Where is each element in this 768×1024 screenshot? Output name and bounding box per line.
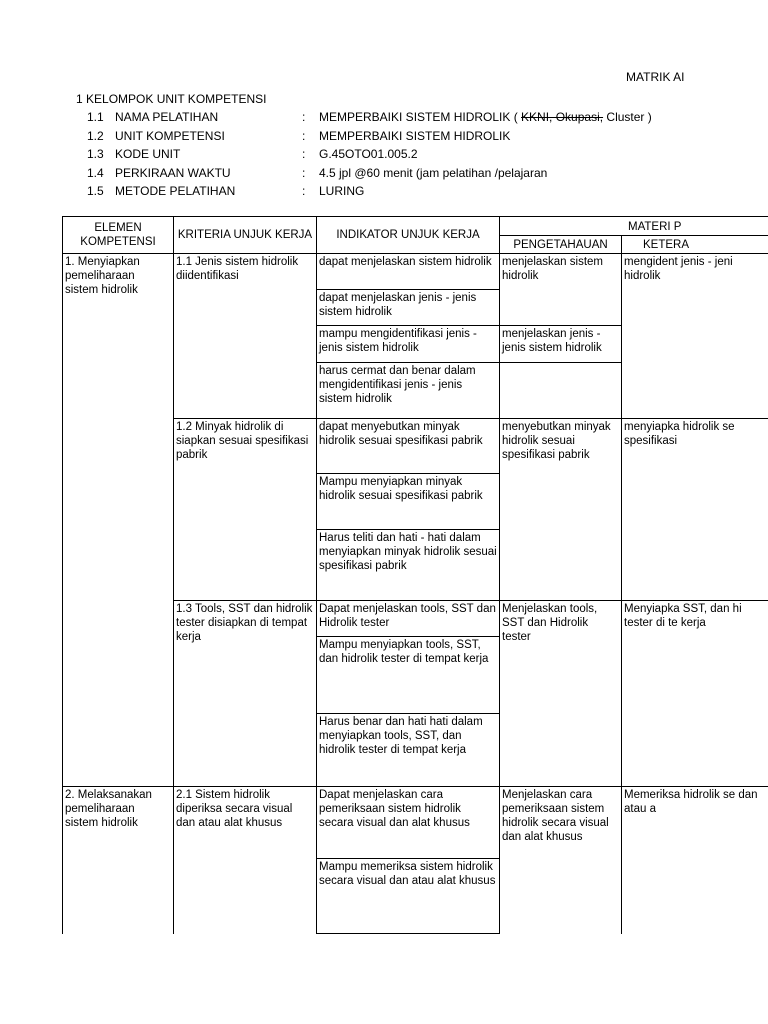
indikator-cell: Mampu menyiapkan minyak hidrolik sesuai spesifikasi pabrik xyxy=(319,476,483,502)
indikator-cell: Dapat menjelaskan cara pemeriksaan sistem hidrolik secara visual dan alat khusus xyxy=(319,789,470,829)
indikator-cell: harus cermat dan benar dalam mengidentifikasi jenis - jenis sistem hidrolik xyxy=(319,365,476,405)
info-number: 1.5 xyxy=(87,184,104,198)
kuk-cell: 1.1 Jenis sistem hidrolik diidentifikasi xyxy=(176,256,299,282)
info-value: 4.5 jpl @60 menit (jam pelatihan /pelajaran xyxy=(319,165,548,180)
indikator-cell: dapat menyebutkan minyak hidrolik sesuai spesifikasi pabrik xyxy=(319,421,483,447)
section-heading: 1 KELOMPOK UNIT KOMPETENSI xyxy=(76,92,267,106)
info-colon: : xyxy=(302,184,306,198)
header-materi: MATERI P xyxy=(628,221,682,233)
kuk-cell: 2.1 Sistem hidrolik diperiksa secara visual dan atau alat khusus xyxy=(176,789,293,829)
indikator-cell: Mampu menyiapkan tools, SST, dan hidrolik tester di tempat kerja xyxy=(319,639,489,665)
document-title: MATRIK AI xyxy=(626,70,685,84)
info-number: 1.3 xyxy=(87,147,104,161)
info-colon: : xyxy=(302,165,306,180)
header-pengetahuan: PENGETAHAUAN xyxy=(513,238,608,251)
pengetahuan-cell: Menjelaskan tools, SST dan Hidrolik tester xyxy=(502,603,598,643)
header-indikator-unjuk-kerja: INDIKATOR UNJUK KERJA xyxy=(336,229,480,241)
header-elemen-kompetensi: ELEMEN KOMPETENSI xyxy=(80,222,156,248)
keterampilan-cell: mengident jenis - jeni hidrolik xyxy=(624,256,733,282)
info-colon: : xyxy=(302,110,306,124)
indikator-cell: Dapat menjelaskan tools, SST dan Hidrolik tester xyxy=(319,603,496,629)
info-value: LURING xyxy=(319,184,365,198)
info-value: MEMPERBAIKI SISTEM HIDROLIK xyxy=(319,128,511,143)
info-number: 1.4 xyxy=(87,165,104,180)
struck-text: KKNI, Okupasi, xyxy=(521,110,604,124)
indikator-cell: Mampu memeriksa sistem hidrolik secara visual dan atau alat khusus xyxy=(319,861,496,887)
header-kriteria-unjuk-kerja: KRITERIA UNJUK KERJA xyxy=(177,229,313,241)
pengetahuan-cell: menyebutkan minyak hidrolik sesuai spesifikasi pabrik xyxy=(502,421,611,461)
keterampilan-cell: Menyiapka SST, dan hi tester di te kerja xyxy=(624,603,742,629)
pengetahuan-cell: Menjelaskan cara pemeriksaan sistem hidrolik secara visual dan alat khusus xyxy=(502,789,609,843)
info-label: UNIT KOMPETENSI xyxy=(115,128,225,143)
indikator-cell: Harus teliti dan hati - hati dalam menyiapkan minyak hidrolik sesuai spesifikasi pabrik xyxy=(319,532,497,572)
elemen-cell: 2. Melaksanakan pemeliharaan sistem hidrolik xyxy=(65,789,152,829)
pengetahuan-cell: menjelaskan jenis - jenis sistem hidrolik xyxy=(502,328,602,354)
info-label: KODE UNIT xyxy=(115,147,181,161)
info-number: 1.1 xyxy=(87,110,104,124)
pengetahuan-cell: menjelaskan sistem hidrolik xyxy=(502,256,603,282)
info-colon: : xyxy=(302,147,306,161)
info-label: NAMA PELATIHAN xyxy=(115,110,219,124)
info-value: G.45OTO01.005.2 xyxy=(319,147,418,161)
info-value: MEMPERBAIKI SISTEM HIDROLIK ( KKNI, Okupasi, Cluster ) xyxy=(319,110,652,124)
keterampilan-cell: menyiapka hidrolik se spesifikasi xyxy=(624,421,735,447)
table-border xyxy=(316,933,500,934)
info-label: PERKIRAAN WAKTU xyxy=(115,165,231,180)
kuk-cell: 1.3 Tools, SST dan hidrolik tester disiapkan di tempat kerja xyxy=(176,603,313,643)
indikator-cell: Harus benar dan hati hati dalam menyiapkan tools, SST, dan hidrolik tester di tempat kerja xyxy=(319,716,483,756)
header-keterampilan: KETERA xyxy=(643,239,690,251)
indikator-cell: mampu mengidentifikasi jenis - jenis sistem hidrolik xyxy=(319,328,477,354)
info-colon: : xyxy=(302,128,306,143)
info-number: 1.2 xyxy=(87,128,104,143)
info-label: METODE PELATIHAN xyxy=(115,184,236,198)
kuk-cell: 1.2 Minyak hidrolik di siapkan sesuai spesifikasi pabrik xyxy=(176,421,309,461)
keterampilan-cell: Memeriksa hidrolik se dan atau a xyxy=(624,789,758,815)
indikator-cell: dapat menjelaskan sistem hidrolik xyxy=(319,256,492,268)
elemen-cell: 1. Menyiapkan pemeliharaan sistem hidrolik xyxy=(65,256,140,296)
indikator-cell: dapat menjelaskan jenis - jenis sistem hidrolik xyxy=(319,292,477,318)
